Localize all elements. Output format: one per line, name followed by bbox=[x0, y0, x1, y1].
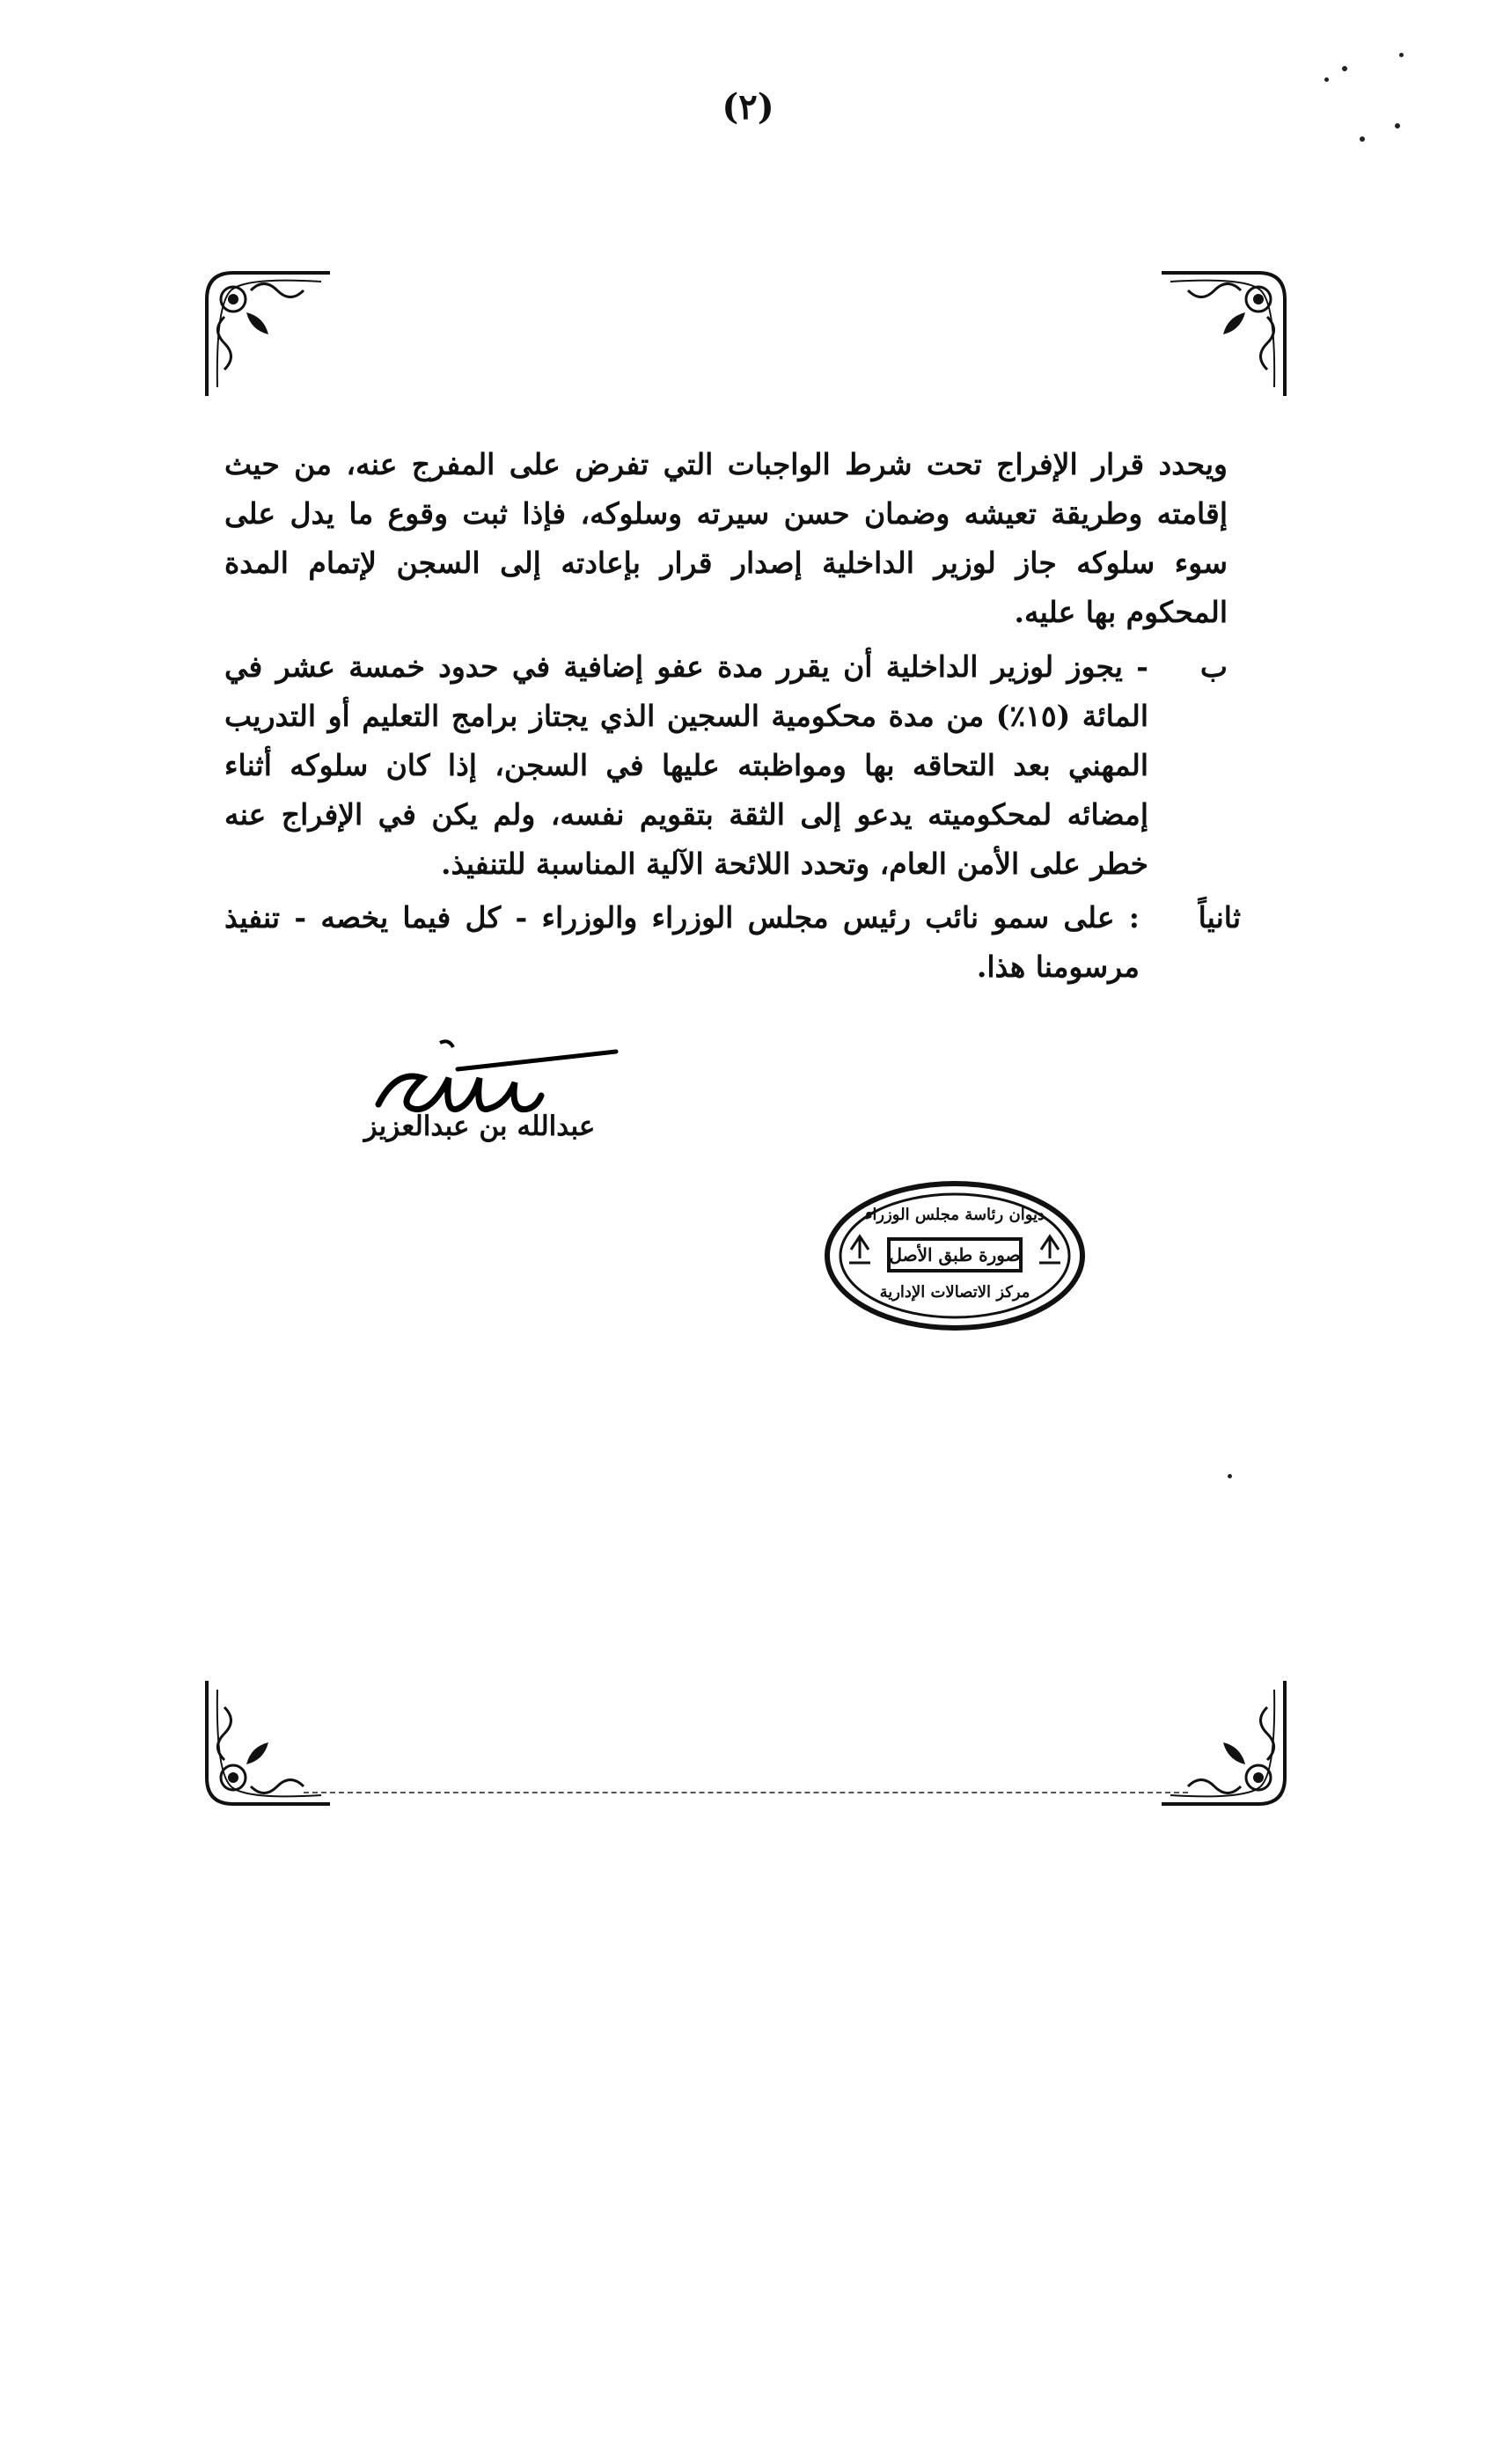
scan-speck bbox=[1342, 66, 1347, 71]
seal-line-middle: صورة طبق الأصل bbox=[889, 1244, 1021, 1265]
item-second-label: ثانياً bbox=[1198, 900, 1241, 935]
signer-name: عبدالله بن عبدالعزيز bbox=[363, 1111, 596, 1142]
frame-bottom-rule bbox=[304, 1792, 1188, 1793]
item-second-text: : على سمو نائب رئيس مجلس الوزراء والوزراء - كل فيما يخصه - تنفيذ مرسومنا هذا. bbox=[224, 900, 1140, 984]
scan-speck bbox=[1360, 136, 1365, 142]
page-number: (٢) bbox=[722, 86, 774, 128]
ornament-corner-top-right bbox=[1153, 264, 1294, 405]
scan-speck bbox=[1324, 77, 1329, 82]
item-b-text: - يجوز لوزير الداخلية أن يقرر مدة عفو إضافية في حدود خمسة عشر في المائة (١٥٪) من مدة محكومية السجين الذي يجتاز برامج التعليم أو التدريب المهني بعد التحاقه بها ومواظبته عليها في السجن، إذا كان سلوكه أثناء إمضائه لمحكوميته يدعو إلى الثقة بتقويم نفسه، ولم يكن في الإفراج عنه خطر على الأمن العام، وتحدد اللائحة الآلية المناسبة للتنفيذ. bbox=[224, 649, 1149, 881]
item-b-label: ب bbox=[1199, 649, 1228, 684]
seal-line-top: ديوان رئاسة مجلس الوزراء bbox=[864, 1206, 1045, 1224]
intro-paragraph: ويحدد قرار الإفراج تحت شرط الواجبات التي تفرض على المفرج عنه، من حيث إقامته وطريقة تعيشه وضمان حسن سيرته وسلوكه، فإذا ثبت وقوع ما يدل على سوء سلوكه جاز لوزير الداخلية إصدار قرار بإعادته إلى السجن لإتمام المدة المحكوم بها عليه. bbox=[224, 447, 1228, 629]
scan-speck bbox=[1395, 123, 1400, 128]
scan-speck bbox=[1228, 1474, 1232, 1478]
seal-line-bottom: مركز الاتصالات الإدارية bbox=[879, 1283, 1030, 1302]
official-seal bbox=[823, 1179, 1087, 1333]
ornament-corner-top-left bbox=[198, 264, 339, 405]
scan-speck bbox=[1399, 53, 1404, 57]
